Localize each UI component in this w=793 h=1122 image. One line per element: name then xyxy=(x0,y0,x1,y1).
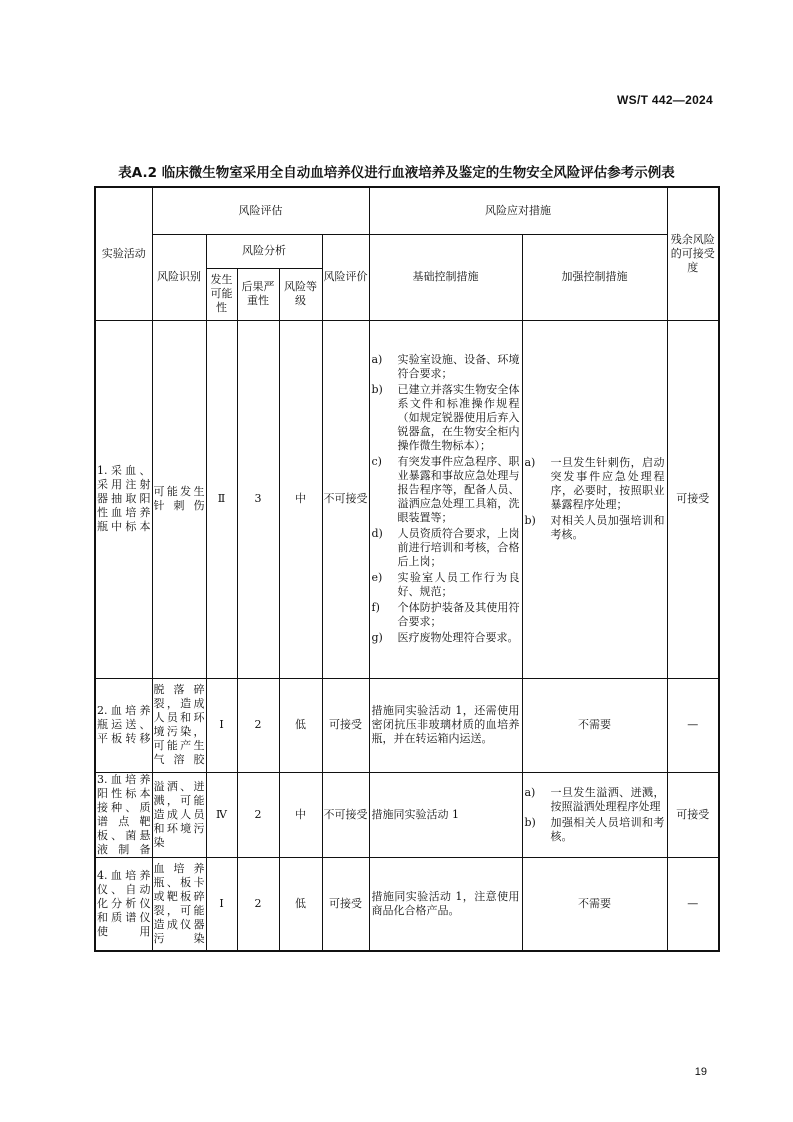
col-residual-risk: 残余风险的可接受度 xyxy=(667,187,719,320)
col-basic-controls: 基础控制措施 xyxy=(369,234,522,320)
residual-cell: — xyxy=(667,678,719,772)
list-item: b) 已建立并落实生物安全体系文件和标准操作规程（如规定锐器使用后弃入锐器盒，在生物安全柜内操作微生物标本）； xyxy=(371,383,520,452)
col-likelihood: 发生可能性 xyxy=(206,268,237,320)
risk-level-cell: 低 xyxy=(279,857,322,951)
severity-cell: 3 xyxy=(237,320,279,678)
list-item: g) 医疗废物处理符合要求。 xyxy=(371,631,519,644)
basic-controls-cell xyxy=(369,320,522,678)
enhanced-controls-cell xyxy=(522,772,667,857)
residual-cell: 可接受 xyxy=(667,320,719,678)
likelihood-cell: Ⅰ xyxy=(206,857,237,951)
basic-controls-cell: 措施同实验活动 1，还需使用密闭抗压非玻璃材质的血培养瓶，并在转运箱内运送。 xyxy=(369,678,522,772)
likelihood-cell: Ⅱ xyxy=(206,320,237,678)
activity-cell: 1.采血、采用注射器抽取阳性血培养瓶中标本 xyxy=(95,320,152,678)
risk-level-cell: 中 xyxy=(279,320,322,678)
basic-controls-cell: 措施同实验活动 1，注意使用商品化合格产品。 xyxy=(369,857,522,951)
severity-cell: 2 xyxy=(237,772,279,857)
list-item: d) 人员资质符合要求，上岗前进行培训和考核，合格后上岗； xyxy=(371,527,520,568)
page-number: 19 xyxy=(694,1066,707,1078)
activity-cell: 2.血培养瓶运送、平板转移 xyxy=(95,678,152,772)
evaluation-cell: 不可接受 xyxy=(322,772,369,857)
list-item: a) 实验室设施、设备、环境符合要求； xyxy=(371,353,520,380)
enhanced-controls-cell: 不需要 xyxy=(522,678,667,772)
evaluation-cell: 可接受 xyxy=(322,857,369,951)
col-severity: 后果严重性 xyxy=(237,268,279,320)
risk-level-cell: 低 xyxy=(279,678,322,772)
col-risk-analysis: 风险分析 xyxy=(206,234,322,268)
risk-assessment-table xyxy=(94,186,720,952)
list-item: e) 实验室人员工作行为良好、规范； xyxy=(371,571,520,598)
table-row xyxy=(95,320,719,678)
table-row xyxy=(95,857,719,951)
col-risk-assessment: 风险评估 xyxy=(152,187,369,234)
table-title: 表A.2 临床微生物室采用全自动血培养仪进行血液培养及鉴定的生物安全风险评估参考示例表 xyxy=(118,165,675,181)
list-item: b) 加强相关人员培训和考核。 xyxy=(524,815,665,843)
risk-level-cell: 中 xyxy=(279,772,322,857)
col-enhanced-controls: 加强控制措施 xyxy=(522,234,667,320)
list-item: a) 一旦发生溢洒、迸溅，按照溢洒处理程序处理 xyxy=(524,785,665,813)
activity-cell: 3.血培养阳性标本接种、质谱点靶板、菌悬液制备 xyxy=(97,772,151,856)
risk-id-cell: 脱落碎裂，造成人员和环境污染，可能产生气溶胶 xyxy=(152,678,206,772)
likelihood-cell: Ⅳ xyxy=(206,772,237,857)
table-row xyxy=(95,678,719,772)
list-item: f) 个体防护装备及其使用符合要求； xyxy=(371,601,520,628)
table-row xyxy=(95,772,719,857)
risk-id-cell: 溢洒、迸溅，可能造成人员和环境污染 xyxy=(152,772,206,857)
col-risk-identification: 风险识别 xyxy=(152,234,206,320)
list-item: c) 有突发事件应急程序、职业暴露和事故应急处理与报告程序等，配备人员、溢洒应急处理工具箱，洗眼装置等； xyxy=(371,455,520,524)
col-activity: 实验活动 xyxy=(95,187,152,320)
risk-id-cell: 血培养瓶、板卡或靶板碎裂，可能造成仪器污染 xyxy=(152,857,206,951)
activity-cell: 4.血培养仪、自动化分析仪和质谱仪使用 xyxy=(95,857,152,951)
residual-cell: 可接受 xyxy=(667,772,719,857)
likelihood-cell: Ⅰ xyxy=(206,678,237,772)
col-risk-evaluation: 风险评价 xyxy=(322,234,369,320)
severity-cell: 2 xyxy=(237,857,279,951)
residual-cell: — xyxy=(667,857,719,951)
col-risk-response: 风险应对措施 xyxy=(369,187,667,234)
standard-number: WS/T 442—2024 xyxy=(617,93,713,107)
basic-controls-cell: 措施同实验活动 1 xyxy=(369,772,522,857)
severity-cell: 2 xyxy=(237,678,279,772)
enhanced-controls-cell xyxy=(522,320,667,678)
evaluation-cell: 可接受 xyxy=(322,678,369,772)
list-item: b) 对相关人员加强培训和考核。 xyxy=(524,514,665,541)
enhanced-controls-cell: 不需要 xyxy=(522,857,667,951)
evaluation-cell: 不可接受 xyxy=(322,320,369,678)
risk-id-cell: 可能发生针刺伤 xyxy=(152,320,206,678)
list-item: a) 一旦发生针刺伤，启动突发事件应急处理程序，必要时，按照职业暴露程序处理； xyxy=(524,456,665,511)
col-risk-level: 风险等级 xyxy=(279,268,322,320)
